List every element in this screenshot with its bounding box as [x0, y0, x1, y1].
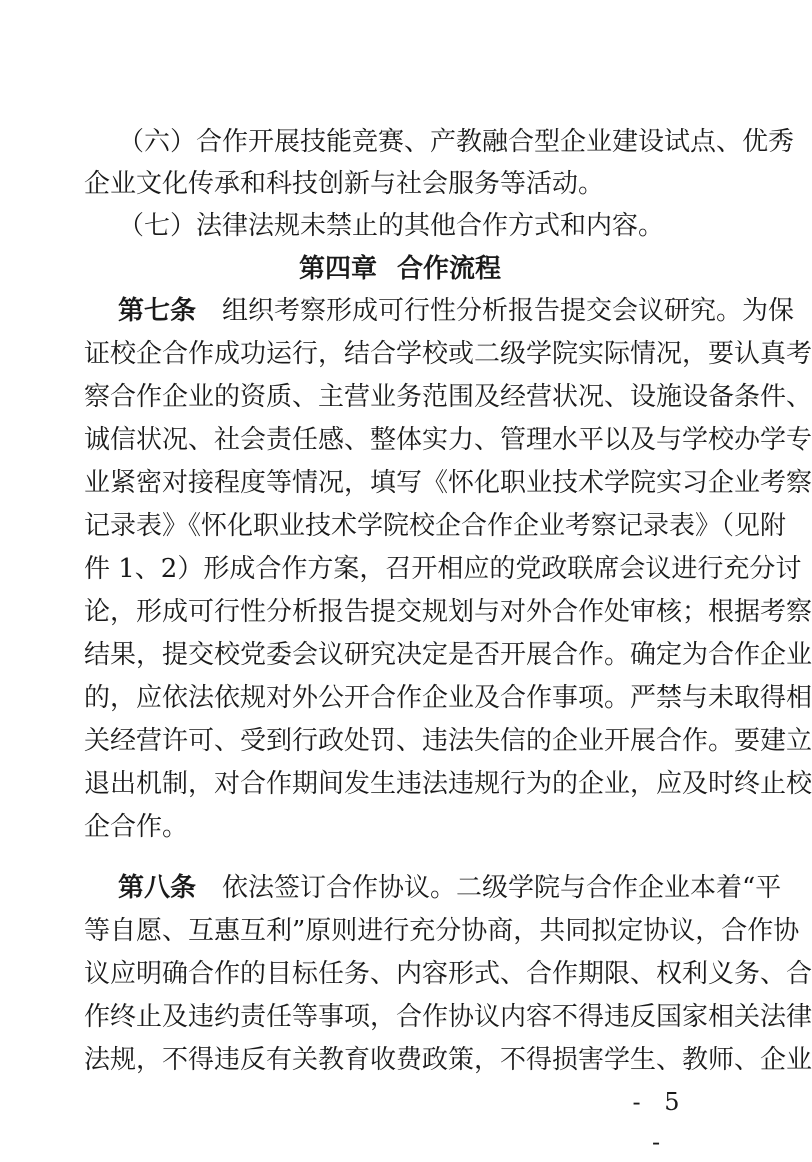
- article-7-line-8: 论，形成可行性分析报告提交规划与对外合作处审核；根据考察: [84, 597, 812, 627]
- article-7-line-10: 的，应依法依规对外公开合作企业及合作事项。严禁与未取得相: [84, 683, 812, 713]
- article-8-line-4: 作终止及违约责任等事项，合作协议内容不得违反国家相关法律: [84, 1002, 812, 1032]
- article-7-line-5: 业紧密对接程度等情况，填写《怀化职业技术学院实习企业考察: [84, 468, 812, 498]
- article-7-line-4: 诚信状况、社会责任感、整体实力、管理水平以及与学校办学专: [84, 425, 812, 455]
- article-7-line-12: 退出机制，对合作期间发生违法违规行为的企业，应及时终止校: [84, 769, 812, 799]
- article-7-line-3: 察合作企业的资质、主营业务范围及经营状况、设施设备条件、: [84, 382, 812, 412]
- article-7-line-2: 证校企合作成功运行，结合学校或二级学院实际情况，要认真考: [84, 339, 812, 369]
- article-8-label: 第八条: [118, 873, 197, 903]
- article-7-line-7: 件 1、2）形成合作方案，召开相应的党政联席会议进行充分讨: [84, 554, 802, 584]
- item-7-line-1: （七）法律法规未禁止的其他合作方式和内容。: [118, 211, 665, 241]
- article-8-line-1: [118, 868, 782, 908]
- article-8-line-2: 等自愿、互惠互利”原则进行充分协商，共同拟定协议，合作协: [84, 916, 800, 946]
- page-number: - 5 -: [632, 1088, 688, 1156]
- item-6-line-2: 企业文化传承和科技创新与社会服务等活动。: [84, 169, 605, 199]
- article-7-line-11: 关经营许可、受到行政处罚、违法失信的企业开展合作。要建立: [84, 726, 812, 756]
- article-8-line-3: 议应明确合作的目标任务、内容形式、合作期限、权利义务、合: [84, 959, 812, 989]
- chapter-heading: [0, 249, 800, 289]
- article-8-line-5: 法规，不得违反有关教育收费政策，不得损害学生、教师、企业: [84, 1045, 812, 1075]
- article-7-label: 第七条: [118, 296, 197, 326]
- article-7-line-9: 结果，提交校党委会议研究决定是否开展合作。确定为合作企业: [84, 640, 812, 670]
- article-7-line-6: 记录表》《怀化职业技术学院校企合作企业考察记录表》（见附: [84, 511, 787, 541]
- article-7-line-1-text: 组织考察形成可行性分析报告提交会议研究。为保: [222, 296, 795, 326]
- article-8-line-1-text: 依法签订合作协议。二级学院与合作企业本着“平: [222, 873, 782, 903]
- article-7-line-1: [118, 291, 795, 331]
- item-6-line-1: （六）合作开展技能竞赛、产教融合型企业建设试点、优秀: [118, 127, 795, 157]
- chapter-number: 第四章: [298, 254, 377, 284]
- chapter-title: 合作流程: [397, 254, 502, 284]
- article-7-line-13: 企合作。: [84, 812, 189, 842]
